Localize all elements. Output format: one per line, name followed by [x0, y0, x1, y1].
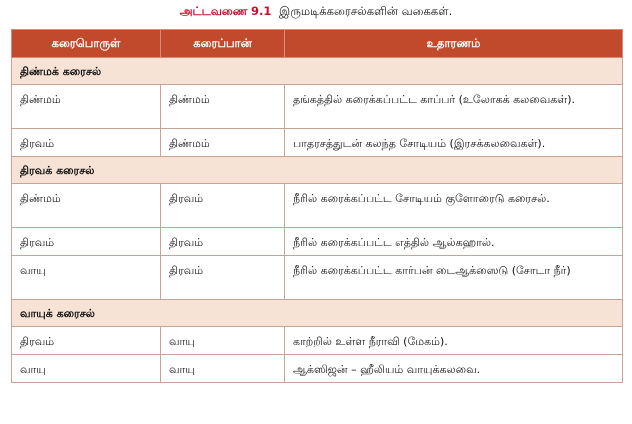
- example-cell: தங்கத்தில் கரைக்கப்பட்ட காப்பர் (உலோகக் கலவைகள்).: [285, 85, 623, 129]
- example-cell: நீரில் கரைக்கப்பட்ட சோடியம் குளோரைடு கரைசல்.: [285, 184, 623, 228]
- table-header-row: [12, 30, 623, 58]
- table-row: [12, 85, 623, 129]
- section-row-gas: [12, 300, 623, 327]
- example-cell: பாதரசத்துடன் கலந்த சோடியம் (இரசக்கலவைகள்).: [285, 129, 623, 157]
- solvent-cell: வாயு: [161, 327, 285, 355]
- table-row: [12, 184, 623, 228]
- caption-label: அட்டவணை: [179, 4, 248, 18]
- solute-cell: திரவம்: [12, 129, 161, 157]
- header-solvent: கரைப்பான்: [161, 30, 285, 58]
- table-row: [12, 228, 623, 256]
- solute-cell: வாயு: [12, 256, 161, 300]
- solute-cell: திரவம்: [12, 327, 161, 355]
- solute-cell: திண்மம்: [12, 85, 161, 129]
- example-cell: ஆக்ஸிஜன் – ஹீலியம் வாயுக்கலவை.: [285, 355, 623, 383]
- example-cell: காற்றில் உள்ள நீராவி (மேகம்).: [285, 327, 623, 355]
- solvent-cell: திரவம்: [161, 184, 285, 228]
- header-solute: கரைபொருள்: [12, 30, 161, 58]
- table-row: [12, 256, 623, 300]
- table-row: [12, 355, 623, 383]
- solution-types-table: [11, 29, 623, 383]
- table-caption: [0, 3, 632, 19]
- solute-cell: திண்மம்: [12, 184, 161, 228]
- table-row: [12, 129, 623, 157]
- section-row-liquid: [12, 157, 623, 184]
- solvent-cell: திரவம்: [161, 256, 285, 300]
- caption-text: இருமடிக்கரைசல்களின் வகைகள்.: [279, 4, 453, 18]
- solvent-cell: திரவம்: [161, 228, 285, 256]
- table-row: [12, 327, 623, 355]
- example-cell: நீரில் கரைக்கப்பட்ட கார்பன் டைஆக்ஸைடு (சோடா நீர்): [285, 256, 623, 300]
- section-title: வாயுக் கரைசல்: [12, 300, 623, 327]
- section-title: திரவக் கரைசல்: [12, 157, 623, 184]
- solute-cell: திரவம்: [12, 228, 161, 256]
- solvent-cell: திண்மம்: [161, 85, 285, 129]
- solvent-cell: திண்மம்: [161, 129, 285, 157]
- solvent-cell: வாயு: [161, 355, 285, 383]
- section-row-solid: [12, 58, 623, 85]
- solute-cell: வாயு: [12, 355, 161, 383]
- caption-number: 9.1: [251, 4, 272, 18]
- header-example: உதாரணம்: [285, 30, 623, 58]
- example-cell: நீரில் கரைக்கப்பட்ட எத்தில் ஆல்கஹால்.: [285, 228, 623, 256]
- section-title: திண்மக் கரைசல்: [12, 58, 623, 85]
